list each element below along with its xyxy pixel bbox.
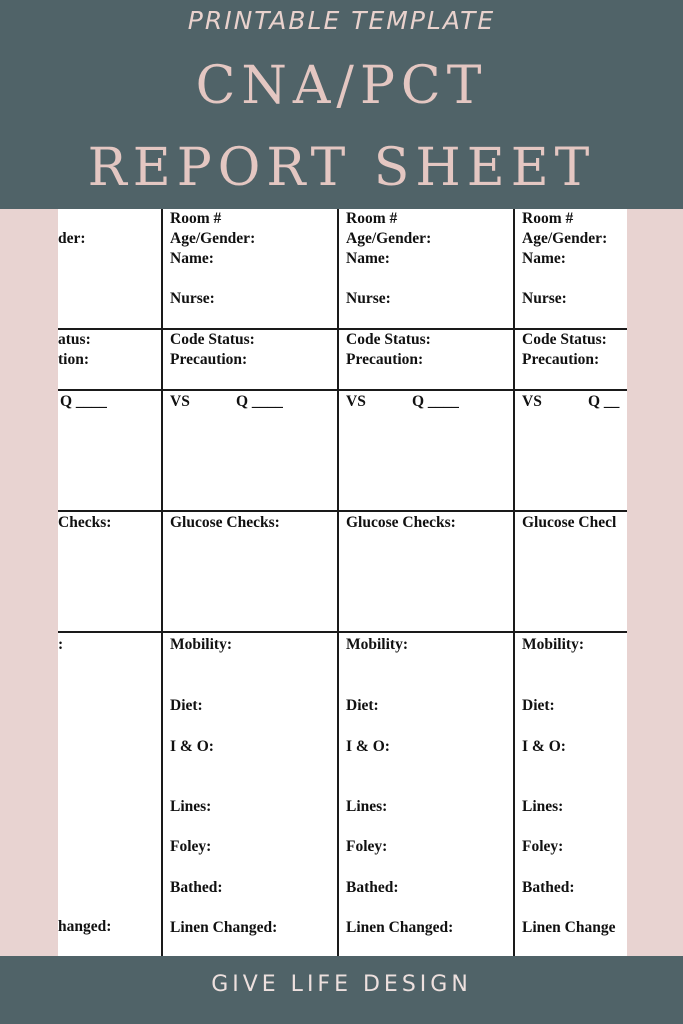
room-label: Room # [522,210,574,227]
lines-label: Lines: [346,798,388,815]
vs-label: VS [170,393,190,410]
name-label: Name: [522,250,566,267]
io-label: I & O: [522,738,566,755]
io-label: I & O: [170,738,214,755]
header-banner [0,0,683,209]
diet-label: Diet: [346,697,379,714]
footer-banner [0,956,683,1024]
patient-column-2 [339,209,513,956]
lines-label: Lines: [170,798,212,815]
foley-label: Foley: [170,838,212,855]
age-gender-label: Age/Gender: [522,230,608,247]
room-label: Room # [170,210,222,227]
bathed-label: Bathed: [170,879,223,896]
vs-label: VS [346,393,366,410]
mobility-label: Mobility: [170,636,232,653]
precaution-label: Precaution: [346,351,424,368]
patient-column-3 [515,209,627,956]
io-label: I & O: [346,738,390,755]
nurse-label: Nurse: [346,290,391,307]
name-label: Name: [346,250,390,267]
vs-frequency-label: Q ____ [236,393,283,410]
code-status-label: Code Status: [346,331,431,348]
room-label: Room # [346,210,398,227]
partial-column: der: atus: tion: Q ____ Checks: : hanged: [58,230,112,935]
foley-label: Foley: [346,838,388,855]
precaution-label: Precaution: [170,351,248,368]
code-status-label: Code Status: [170,331,255,348]
vs-frequency-label: Q __ [588,393,620,410]
bathed-label: Bathed: [522,879,575,896]
glucose-label: Glucose Checks: [170,514,280,531]
lines-label: Lines: [522,798,564,815]
kicker-text: PRINTABLE TEMPLATE [187,6,496,35]
vs-frequency-label: Q ____ [412,393,459,410]
foley-label: Foley: [522,838,564,855]
name-label: Name: [170,250,214,267]
linen-label: Linen Changed: [170,919,278,936]
linen-label: Linen Change [522,919,616,936]
nurse-label: Nurse: [170,290,215,307]
nurse-label: Nurse: [522,290,567,307]
diet-label: Diet: [522,697,555,714]
linen-label: Linen Changed: [346,919,454,936]
diet-label: Diet: [170,697,203,714]
page-title-line-1: CNA/PCT [195,56,488,116]
page-title-line-2: REPORT SHEET [87,138,596,198]
vs-label: VS [522,393,542,410]
glucose-label: Glucose Checks: [346,514,456,531]
code-status-label: Code Status: [522,331,607,348]
report-sheet [58,209,627,956]
age-gender-label: Age/Gender: [346,230,432,247]
brand-name: GIVE LIFE DESIGN [211,972,472,997]
patient-column-1 [163,209,337,956]
age-gender-label: Age/Gender: [170,230,256,247]
precaution-label: Precaution: [522,351,600,368]
mobility-label: Mobility: [346,636,408,653]
glucose-label: Glucose Checl [522,514,617,531]
mobility-label: Mobility: [522,636,584,653]
bathed-label: Bathed: [346,879,399,896]
